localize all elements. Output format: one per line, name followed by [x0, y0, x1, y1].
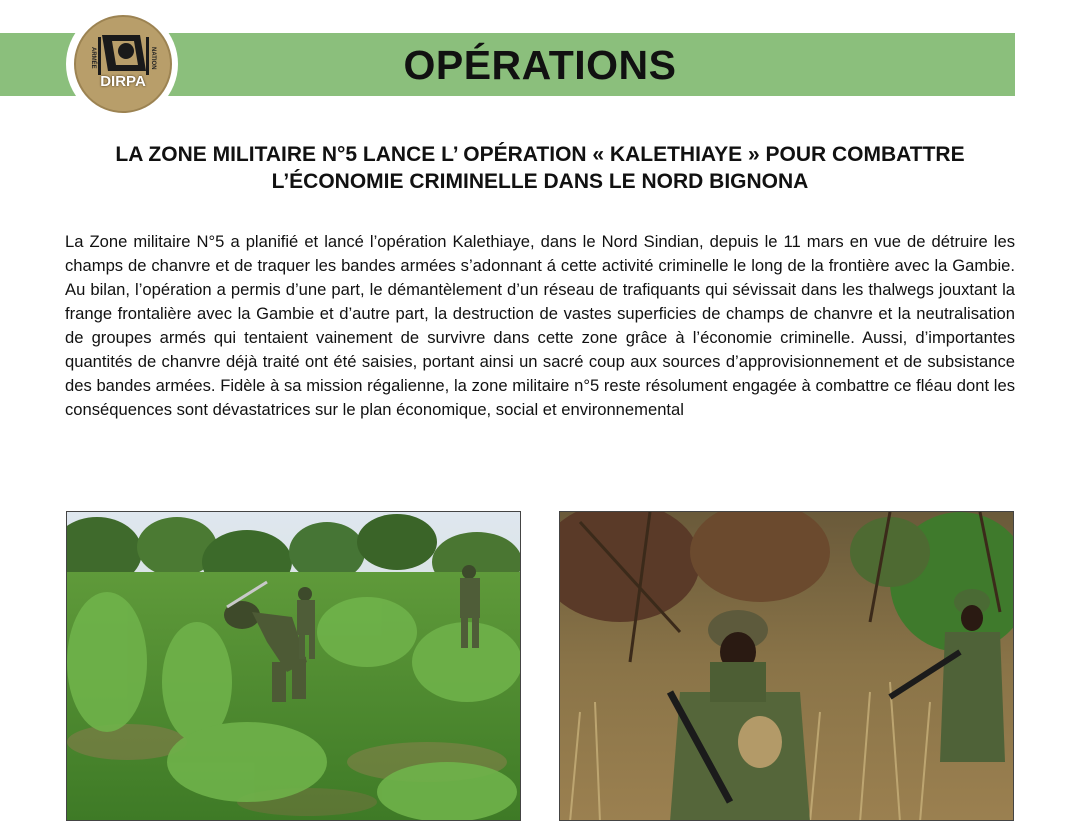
article-body: La Zone militaire N°5 a planifié et lancé l’opération Kalethiaye, dans le Nord Sindian, depuis le 11 mars en vue de détruire les champs de chanvre et de traquer les bandes armées s’adonnant á cette activité criminelle le long de la frontière avec la Gambie. Au bilan, l’opération a permis d’une part, le démantèlement d’un réseau de trafiquants qui sévissait dans les thalwegs jouxtant la frange frontalière avec la Gambie et d’autre part, la destruction de vastes superficies de champs de chanvre et la neutralisation de groupes armés qui tentaient vainement de survivre dans cette zone grâce à l’économie criminelle. Aussi, d’importantes quantités de chanvre déjà traité ont été saisies, portant ainsi un sacré coup aux sources d’approvisionnement et de subsistance des bandes armées. Fidèle à sa mission régalienne, la zone militaire n°5 reste résolument engagée à combattre ce fléau dont les conséquences sont dévastatrices sur le plan économique, social et environnemental	[65, 232, 1015, 419]
article-headline: LA ZONE MILITAIRE N°5 LANCE L’ OPÉRATION « KALETHIAYE » POUR COMBATTRE L’ÉCONOMIE CRIMINELLE DANS LE NORD BIGNONA	[115, 143, 965, 193]
logo-arc-right: NATION	[150, 47, 156, 70]
photo-field-image	[67, 512, 521, 821]
logo-label: DIRPA	[100, 73, 146, 90]
section-title: OPÉRATIONS	[403, 42, 677, 88]
photo-bush-patrol	[559, 511, 1014, 821]
photo-cannabis-field	[66, 511, 521, 821]
dirpa-logo	[74, 15, 172, 113]
logo-arc-left: ARMÉE	[90, 47, 96, 69]
photo-patrol-image	[560, 512, 1014, 821]
